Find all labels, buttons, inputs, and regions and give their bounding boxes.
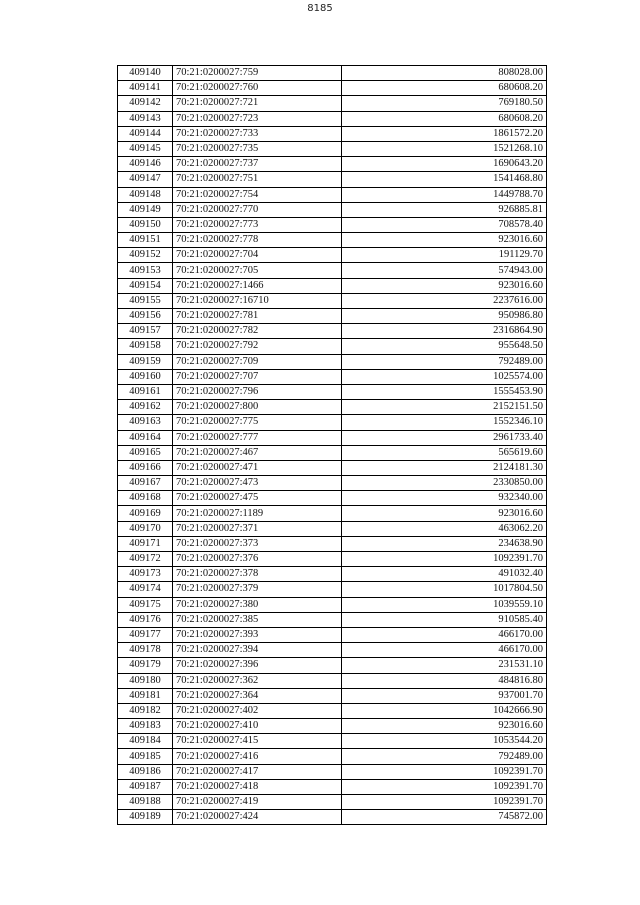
value-cell: 1521268.10 <box>342 141 547 156</box>
value-cell: 2316864.90 <box>342 324 547 339</box>
table-row <box>118 233 547 248</box>
cadastral-number-cell: 70:21:0200027:396 <box>173 658 342 673</box>
value-cell: 937001.70 <box>342 688 547 703</box>
value-cell: 574943.00 <box>342 263 547 278</box>
value-cell: 1449788.70 <box>342 187 547 202</box>
row-number-cell: 409160 <box>118 369 173 384</box>
value-cell: 1017804.50 <box>342 582 547 597</box>
table-row <box>118 369 547 384</box>
row-number-cell: 409178 <box>118 643 173 658</box>
row-number-cell: 409159 <box>118 354 173 369</box>
table-row <box>118 764 547 779</box>
row-number-cell: 409187 <box>118 779 173 794</box>
table-row <box>118 293 547 308</box>
value-cell: 955648.50 <box>342 339 547 354</box>
value-cell: 463062.20 <box>342 521 547 536</box>
row-number-cell: 409174 <box>118 582 173 597</box>
value-cell: 923016.60 <box>342 278 547 293</box>
table-row <box>118 445 547 460</box>
table-row <box>118 81 547 96</box>
table-row <box>118 141 547 156</box>
row-number-cell: 409155 <box>118 293 173 308</box>
row-number-cell: 409150 <box>118 217 173 232</box>
cadastral-number-cell: 70:21:0200027:773 <box>173 217 342 232</box>
table-row <box>118 460 547 475</box>
value-cell: 1039559.10 <box>342 597 547 612</box>
page-number: 8185 <box>307 3 333 14</box>
row-number-cell: 409163 <box>118 415 173 430</box>
value-cell: 234638.90 <box>342 536 547 551</box>
table-row <box>118 476 547 491</box>
value-cell: 1552346.10 <box>342 415 547 430</box>
row-number-cell: 409152 <box>118 248 173 263</box>
cadastral-number-cell: 70:21:0200027:394 <box>173 643 342 658</box>
cadastral-number-cell: 70:21:0200027:473 <box>173 476 342 491</box>
value-cell: 792489.00 <box>342 749 547 764</box>
value-cell: 745872.00 <box>342 810 547 825</box>
cadastral-number-cell: 70:21:0200027:362 <box>173 673 342 688</box>
table-row <box>118 354 547 369</box>
cadastral-number-cell: 70:21:0200027:373 <box>173 536 342 551</box>
table-row <box>118 96 547 111</box>
cadastral-number-cell: 70:21:0200027:760 <box>173 81 342 96</box>
row-number-cell: 409157 <box>118 324 173 339</box>
row-number-cell: 409164 <box>118 430 173 445</box>
row-number-cell: 409177 <box>118 627 173 642</box>
value-cell: 923016.60 <box>342 233 547 248</box>
row-number-cell: 409176 <box>118 612 173 627</box>
value-cell: 680608.20 <box>342 111 547 126</box>
cadastral-number-cell: 70:21:0200027:16710 <box>173 293 342 308</box>
row-number-cell: 409141 <box>118 81 173 96</box>
cadastral-table <box>117 65 547 825</box>
value-cell: 1541468.80 <box>342 172 547 187</box>
row-number-cell: 409184 <box>118 734 173 749</box>
table-row <box>118 658 547 673</box>
value-cell: 2330850.00 <box>342 476 547 491</box>
table-row <box>118 324 547 339</box>
cadastral-number-cell: 70:21:0200027:735 <box>173 141 342 156</box>
value-cell: 808028.00 <box>342 66 547 81</box>
value-cell: 484816.80 <box>342 673 547 688</box>
table-row <box>118 779 547 794</box>
table-row <box>118 795 547 810</box>
row-number-cell: 409161 <box>118 384 173 399</box>
cadastral-number-cell: 70:21:0200027:467 <box>173 445 342 460</box>
cadastral-number-cell: 70:21:0200027:416 <box>173 749 342 764</box>
cadastral-number-cell: 70:21:0200027:778 <box>173 233 342 248</box>
table-row <box>118 582 547 597</box>
row-number-cell: 409170 <box>118 521 173 536</box>
cadastral-number-cell: 70:21:0200027:777 <box>173 430 342 445</box>
cadastral-number-cell: 70:21:0200027:800 <box>173 400 342 415</box>
table-row <box>118 521 547 536</box>
row-number-cell: 409182 <box>118 703 173 718</box>
value-cell: 923016.60 <box>342 506 547 521</box>
cadastral-number-cell: 70:21:0200027:379 <box>173 582 342 597</box>
row-number-cell: 409143 <box>118 111 173 126</box>
row-number-cell: 409158 <box>118 339 173 354</box>
table-row <box>118 597 547 612</box>
row-number-cell: 409167 <box>118 476 173 491</box>
cadastral-number-cell: 70:21:0200027:371 <box>173 521 342 536</box>
value-cell: 1092391.70 <box>342 764 547 779</box>
row-number-cell: 409162 <box>118 400 173 415</box>
row-number-cell: 409151 <box>118 233 173 248</box>
row-number-cell: 409165 <box>118 445 173 460</box>
cadastral-number-cell: 70:21:0200027:781 <box>173 309 342 324</box>
row-number-cell: 409185 <box>118 749 173 764</box>
table-row <box>118 248 547 263</box>
table-row <box>118 111 547 126</box>
row-number-cell: 409156 <box>118 309 173 324</box>
cadastral-number-cell: 70:21:0200027:376 <box>173 552 342 567</box>
value-cell: 231531.10 <box>342 658 547 673</box>
table-row <box>118 627 547 642</box>
cadastral-number-cell: 70:21:0200027:709 <box>173 354 342 369</box>
value-cell: 1053544.20 <box>342 734 547 749</box>
cadastral-number-cell: 70:21:0200027:737 <box>173 157 342 172</box>
table-row <box>118 126 547 141</box>
cadastral-number-cell: 70:21:0200027:707 <box>173 369 342 384</box>
cadastral-number-cell: 70:21:0200027:723 <box>173 111 342 126</box>
value-cell: 2961733.40 <box>342 430 547 445</box>
cadastral-number-cell: 70:21:0200027:471 <box>173 460 342 475</box>
row-number-cell: 409183 <box>118 719 173 734</box>
table-row <box>118 734 547 749</box>
cadastral-number-cell: 70:21:0200027:782 <box>173 324 342 339</box>
cadastral-number-cell: 70:21:0200027:424 <box>173 810 342 825</box>
value-cell: 1042666.90 <box>342 703 547 718</box>
row-number-cell: 409175 <box>118 597 173 612</box>
value-cell: 792489.00 <box>342 354 547 369</box>
value-cell: 923016.60 <box>342 719 547 734</box>
table-row <box>118 643 547 658</box>
table-row <box>118 688 547 703</box>
value-cell: 2152151.50 <box>342 400 547 415</box>
value-cell: 466170.00 <box>342 643 547 658</box>
table-row <box>118 673 547 688</box>
row-number-cell: 409153 <box>118 263 173 278</box>
table-row <box>118 400 547 415</box>
row-number-cell: 409180 <box>118 673 173 688</box>
cadastral-number-cell: 70:21:0200027:418 <box>173 779 342 794</box>
row-number-cell: 409147 <box>118 172 173 187</box>
cadastral-number-cell: 70:21:0200027:751 <box>173 172 342 187</box>
value-cell: 491032.40 <box>342 567 547 582</box>
cadastral-number-cell: 70:21:0200027:380 <box>173 597 342 612</box>
row-number-cell: 409144 <box>118 126 173 141</box>
value-cell: 680608.20 <box>342 81 547 96</box>
row-number-cell: 409140 <box>118 66 173 81</box>
value-cell: 708578.40 <box>342 217 547 232</box>
row-number-cell: 409169 <box>118 506 173 521</box>
table-row <box>118 66 547 81</box>
cadastral-number-cell: 70:21:0200027:417 <box>173 764 342 779</box>
value-cell: 1092391.70 <box>342 779 547 794</box>
cadastral-number-cell: 70:21:0200027:721 <box>173 96 342 111</box>
cadastral-number-cell: 70:21:0200027:705 <box>173 263 342 278</box>
cadastral-number-cell: 70:21:0200027:378 <box>173 567 342 582</box>
table-row <box>118 567 547 582</box>
value-cell: 926885.81 <box>342 202 547 217</box>
cadastral-number-cell: 70:21:0200027:796 <box>173 384 342 399</box>
row-number-cell: 409186 <box>118 764 173 779</box>
value-cell: 910585.40 <box>342 612 547 627</box>
row-number-cell: 409172 <box>118 552 173 567</box>
cadastral-number-cell: 70:21:0200027:385 <box>173 612 342 627</box>
row-number-cell: 409166 <box>118 460 173 475</box>
table-row <box>118 612 547 627</box>
cadastral-number-cell: 70:21:0200027:733 <box>173 126 342 141</box>
cadastral-number-cell: 70:21:0200027:770 <box>173 202 342 217</box>
table-row <box>118 339 547 354</box>
row-number-cell: 409181 <box>118 688 173 703</box>
cadastral-number-cell: 70:21:0200027:410 <box>173 719 342 734</box>
cadastral-number-cell: 70:21:0200027:759 <box>173 66 342 81</box>
cadastral-number-cell: 70:21:0200027:419 <box>173 795 342 810</box>
cadastral-number-cell: 70:21:0200027:704 <box>173 248 342 263</box>
row-number-cell: 409179 <box>118 658 173 673</box>
table-row <box>118 430 547 445</box>
value-cell: 1092391.70 <box>342 795 547 810</box>
row-number-cell: 409173 <box>118 567 173 582</box>
value-cell: 2237616.00 <box>342 293 547 308</box>
value-cell: 466170.00 <box>342 627 547 642</box>
cadastral-number-cell: 70:21:0200027:402 <box>173 703 342 718</box>
row-number-cell: 409154 <box>118 278 173 293</box>
table-row <box>118 719 547 734</box>
table-row <box>118 491 547 506</box>
row-number-cell: 409171 <box>118 536 173 551</box>
table-row <box>118 384 547 399</box>
value-cell: 2124181.30 <box>342 460 547 475</box>
value-cell: 1025574.00 <box>342 369 547 384</box>
value-cell: 1092391.70 <box>342 552 547 567</box>
table-row <box>118 187 547 202</box>
row-number-cell: 409148 <box>118 187 173 202</box>
cadastral-number-cell: 70:21:0200027:775 <box>173 415 342 430</box>
row-number-cell: 409146 <box>118 157 173 172</box>
cadastral-number-cell: 70:21:0200027:754 <box>173 187 342 202</box>
table-row <box>118 552 547 567</box>
cadastral-number-cell: 70:21:0200027:1466 <box>173 278 342 293</box>
table-row <box>118 703 547 718</box>
table-row <box>118 217 547 232</box>
value-cell: 950986.80 <box>342 309 547 324</box>
value-cell: 1861572.20 <box>342 126 547 141</box>
value-cell: 932340.00 <box>342 491 547 506</box>
table-row <box>118 309 547 324</box>
row-number-cell: 409149 <box>118 202 173 217</box>
value-cell: 191129.70 <box>342 248 547 263</box>
row-number-cell: 409145 <box>118 141 173 156</box>
row-number-cell: 409142 <box>118 96 173 111</box>
value-cell: 769180.50 <box>342 96 547 111</box>
cadastral-number-cell: 70:21:0200027:415 <box>173 734 342 749</box>
table-row <box>118 415 547 430</box>
row-number-cell: 409189 <box>118 810 173 825</box>
cadastral-number-cell: 70:21:0200027:1189 <box>173 506 342 521</box>
cadastral-number-cell: 70:21:0200027:364 <box>173 688 342 703</box>
table-row <box>118 278 547 293</box>
table-row <box>118 263 547 278</box>
value-cell: 1555453.90 <box>342 384 547 399</box>
cadastral-number-cell: 70:21:0200027:792 <box>173 339 342 354</box>
table-row <box>118 506 547 521</box>
table-body <box>118 66 547 825</box>
value-cell: 565619.60 <box>342 445 547 460</box>
table-row <box>118 536 547 551</box>
cadastral-number-cell: 70:21:0200027:475 <box>173 491 342 506</box>
row-number-cell: 409188 <box>118 795 173 810</box>
value-cell: 1690643.20 <box>342 157 547 172</box>
table-row <box>118 172 547 187</box>
table-row <box>118 202 547 217</box>
table-row <box>118 810 547 825</box>
table-row <box>118 157 547 172</box>
cadastral-number-cell: 70:21:0200027:393 <box>173 627 342 642</box>
table-row <box>118 749 547 764</box>
row-number-cell: 409168 <box>118 491 173 506</box>
